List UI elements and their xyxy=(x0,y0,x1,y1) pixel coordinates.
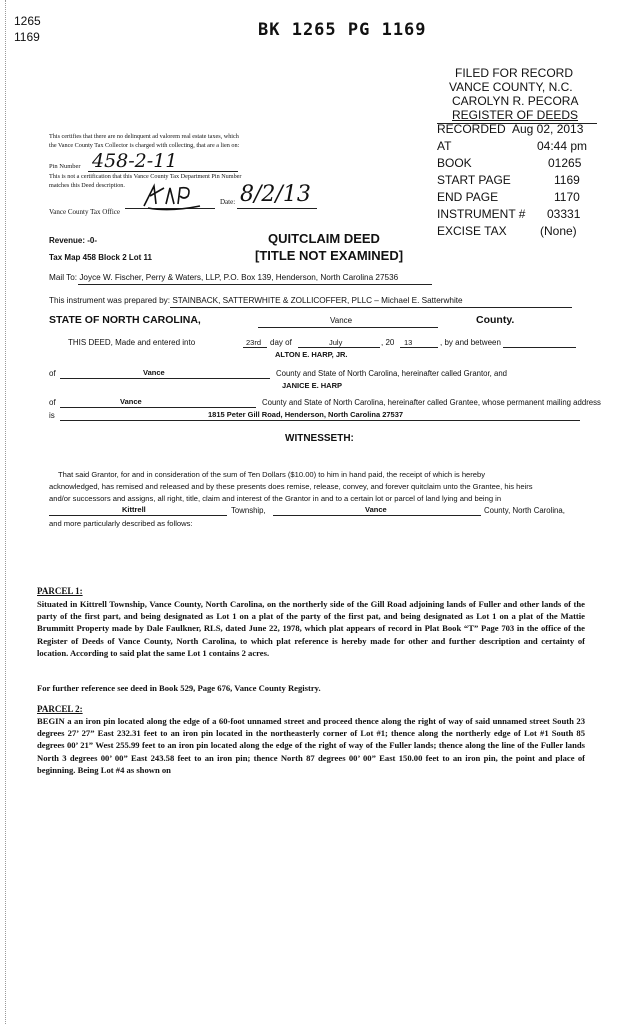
parcel-1-title: PARCEL 1: xyxy=(37,586,83,596)
further-reference: For further reference see deed in Book 529, Page 676, Vance County Registry. xyxy=(37,683,321,693)
date-label: Date: xyxy=(220,198,236,206)
grantee-is-label: is xyxy=(49,411,55,420)
filed-line-2: VANCE COUNTY, N.C. xyxy=(449,80,573,94)
grantor-name: ALTON E. HARP, JR. xyxy=(275,350,348,359)
tax-office: Vance County Tax Office xyxy=(49,208,120,216)
state-heading: STATE OF NORTH CAROLINA, xyxy=(49,314,201,326)
parcel-2-title: PARCEL 2: xyxy=(37,704,83,714)
instrument-label: INSTRUMENT # xyxy=(437,207,526,221)
book-label: BOOK xyxy=(437,156,472,170)
revenue: Revenue: -0- xyxy=(49,236,98,245)
parcel-1-text: Situated in Kittrell Township, Vance County, North Carolina, on the northerly side of the Gill Road adjoining lands of Fuller and other lands of the party of the first part, and being designated as Lot 1 on a plat of the party of the first pat, and being designated as Lot 1 on a plat of the Mattie Brummitt Property made by Dale Faulkner, RLS, dated June 22, 1978, which plat appears of record in Plat Book “T” Page 703 in the office of the Register of Deeds of Vance County, North Carolina, to which plat reference is hereby made for other and further description and certainty of location. According to said plat the same Lot 1 contains 2 acres. xyxy=(37,599,585,658)
filed-line-1: FILED FOR RECORD xyxy=(455,66,574,80)
tax-map: Tax Map 458 Block 2 Lot 11 xyxy=(49,253,153,262)
corner-page: 1169 xyxy=(14,30,40,44)
body-line-4: and more particularly described as follows: xyxy=(49,519,193,528)
year-rule xyxy=(400,347,438,348)
county-word: County. xyxy=(476,314,515,326)
end-page-value: 1170 xyxy=(554,190,580,204)
book-value: 01265 xyxy=(548,156,582,170)
tax-cert-line-2: the Vance County Tax Collector is charged with collecting, that are a lien on: xyxy=(49,142,240,149)
township-label: Township, xyxy=(231,506,266,515)
grantee-county-rule xyxy=(60,407,256,408)
day-of: day of xyxy=(270,338,292,347)
township-rule xyxy=(49,515,227,516)
body-line-2: acknowledged, has remised and released and by these presents does remise, release, convey, and forever quitclaim unto the Grantee, his heirs xyxy=(49,482,533,491)
grantee-address: 1815 Peter Gill Road, Henderson, North Carolina 27537 xyxy=(208,410,404,419)
grantor-county: Vance xyxy=(143,368,165,377)
corner-book: 1265 xyxy=(14,14,41,28)
filed-line-3: CAROLYN R. PECORA xyxy=(452,94,579,108)
end-page-label: END PAGE xyxy=(437,190,499,204)
tax-cert-line-4: matches this Deed description. xyxy=(49,182,125,189)
year-value: 13 xyxy=(404,338,413,347)
recorded-value: Aug 02, 2013 xyxy=(512,122,584,136)
month-rule xyxy=(298,347,380,348)
grantee-county: Vance xyxy=(120,397,142,406)
date-rule xyxy=(237,208,317,209)
grantor-county-rule xyxy=(60,378,270,379)
instrument-value: 03331 xyxy=(547,207,581,221)
start-page-label: START PAGE xyxy=(437,173,511,187)
grantor-text: County and State of North Carolina, hereinafter called Grantor, and xyxy=(276,369,508,378)
county-rule xyxy=(273,515,481,516)
month-value: July xyxy=(329,338,343,347)
mail-to-rule xyxy=(78,284,432,285)
margin-line xyxy=(5,0,6,1024)
body-line-1: That said Grantor, for and in consideration of the sum of Ten Dollars ($10.00) to him in hand paid, the receipt of which is hereby xyxy=(58,470,486,479)
deed-subtitle: [TITLE NOT EXAMINED] xyxy=(255,248,404,263)
date-value: 8/2/13 xyxy=(240,182,311,207)
filed-line-4: REGISTER OF DEEDS xyxy=(452,108,579,122)
at-label: AT xyxy=(437,139,452,153)
grantee-name: JANICE E. HARP xyxy=(282,381,343,390)
parcel-2-text: BEGIN a an iron pin located along the edge of a 60-foot unnamed street and proceed thence along the right of way of said unnamed street South 23 degrees 27’ 27” East 232.31 feet to an iron pin located in the northeasterly corner of Lot #1; thence along the northerly edge of Lot #1 South 85 degrees 00’ 21” West 255.99 feet to an iron pin located along the edge of the right of way of the Fuller lands; thence along the line of the Fuller lands North 3 degrees 00’ 00” East 243.58 feet to an iron pin; thence North 87 degrees 00’ 00” East 150.00 feet to an iron pin, the point and place of beginning. Being Lot #4 as shown on xyxy=(37,716,585,775)
witnesseth: WITNESSETH: xyxy=(285,433,354,444)
pin-value: 458-2-11 xyxy=(92,150,178,172)
grantee-text: County and State of North Carolina, hereinafter called Grantee, whose permanent mailing address xyxy=(262,398,601,407)
day-rule xyxy=(243,347,267,348)
state-county-rule xyxy=(258,327,438,328)
excise-label: EXCISE TAX xyxy=(437,224,507,238)
between-rule xyxy=(503,347,576,348)
recorded-label: RECORDED xyxy=(437,122,506,136)
grantee-of-label: of xyxy=(49,398,56,407)
address-rule xyxy=(60,420,580,421)
day-value: 23rd xyxy=(246,338,262,347)
pin-label: Pin Number xyxy=(49,163,81,170)
deed-made: THIS DEED, Made and entered into xyxy=(68,338,196,347)
mail-to: Mail To: Joyce W. Fischer, Perry & Waters, LLP, P.O. Box 139, Henderson, North Carolina 27536 xyxy=(49,273,399,282)
state-county: Vance xyxy=(330,316,353,325)
signature-image xyxy=(140,182,220,212)
county-nc: County, North Carolina, xyxy=(484,506,565,515)
grantor-of-label: of xyxy=(49,369,56,378)
county-value: Vance xyxy=(365,505,387,514)
body-line-3: and/or successors and assigns, all right, title, claim and interest of the Grantor in and to a certain lot or parcel of land lying and being in xyxy=(49,494,502,503)
tax-cert-line-1: This certifies that there are no delinquent ad valorem real estate taxes, which xyxy=(49,133,239,140)
by-between: , by and between xyxy=(440,338,501,347)
township-value: Kittrell xyxy=(122,505,146,514)
prepared-by: This instrument was prepared by: STAINBACK, SATTERWHITE & ZOLLICOFFER, PLLC – Michael E. Satterwhite xyxy=(49,296,463,305)
deed-title: QUITCLAIM DEED xyxy=(268,231,380,246)
excise-value: (None) xyxy=(540,224,577,238)
book-page-stamp: BK 1265 PG 1169 xyxy=(258,20,427,40)
at-value: 04:44 pm xyxy=(537,139,588,153)
prepared-by-rule xyxy=(170,307,572,308)
year-prefix: , 20 xyxy=(381,338,395,347)
start-page-value: 1169 xyxy=(554,173,580,187)
tax-cert-line-3: This is not a certification that this Vance County Tax Department Pin Number xyxy=(49,173,242,180)
